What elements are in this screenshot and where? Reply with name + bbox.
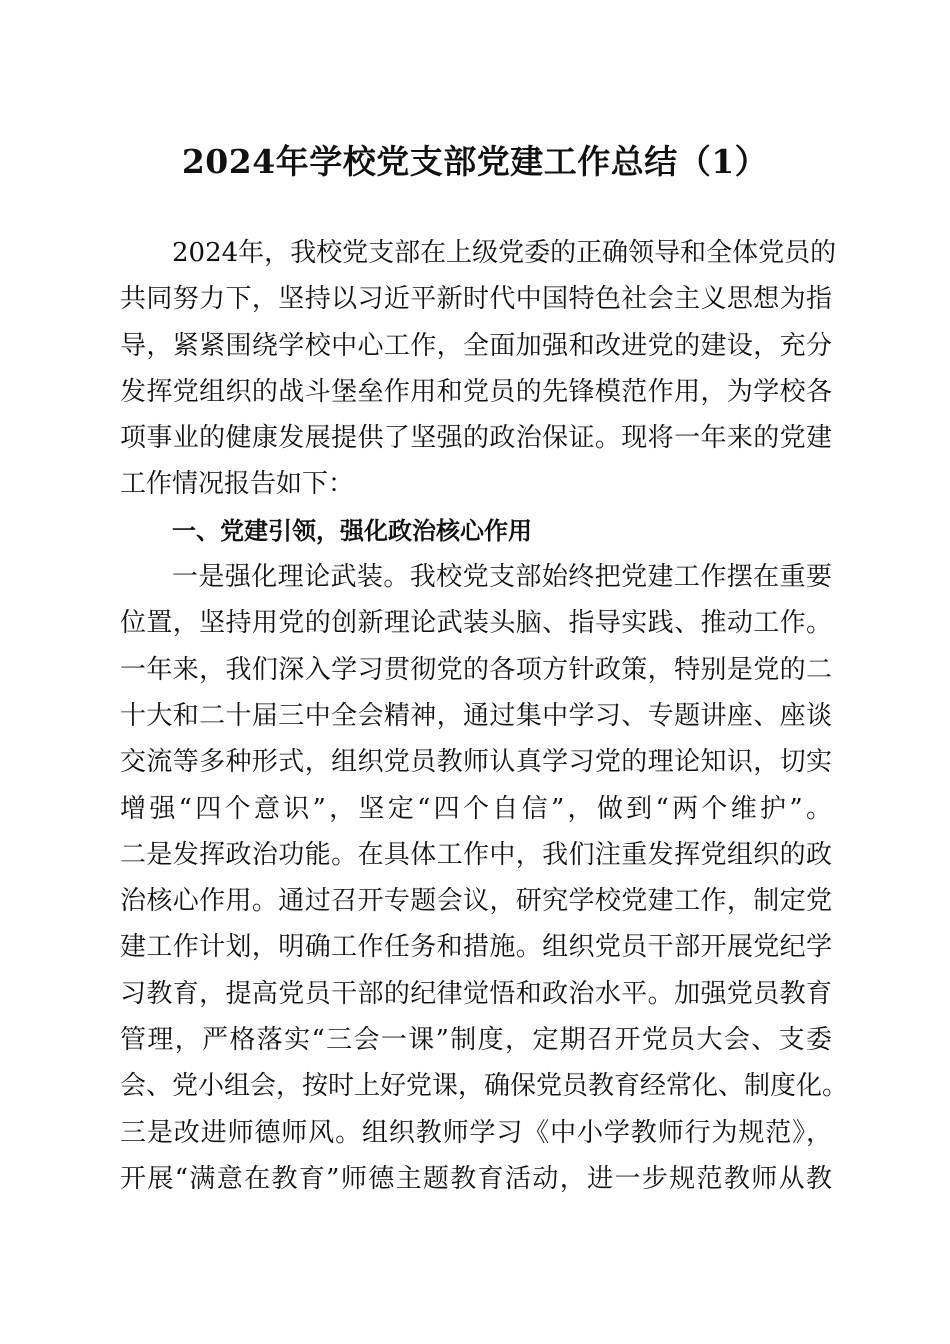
paragraph-line: 管理，严格落实“三会一课”制度，定期召开党员大会、支委 bbox=[120, 1025, 832, 1056]
section-heading: 一、党建引领，强化政治核心作用 bbox=[172, 516, 532, 545]
paragraph-line: 十大和二十届三中全会精神，通过集中学习、专题讲座、座谈 bbox=[120, 700, 832, 731]
document-body bbox=[120, 230, 849, 1202]
paragraph-line: 项事业的健康发展提供了坚强的政治保证。现将一年来的党建 bbox=[120, 423, 832, 454]
paragraph-line: 一年来，我们深入学习贯彻党的各项方针政策，特别是党的二 bbox=[120, 654, 832, 685]
paragraph-line: 位置，坚持用党的创新理论武装头脑、指导实践、推动工作。 bbox=[120, 608, 832, 639]
paragraph-line: 2024年，我校党支部在上级党委的正确领导和全体党员的 bbox=[172, 238, 837, 268]
paragraph-line: 导，紧紧围绕学校中心工作，全面加强和改进党的建设，充分 bbox=[120, 330, 832, 361]
paragraph-line: 习教育，提高党员干部的纪律觉悟和政治水平。加强党员教育 bbox=[120, 978, 832, 1009]
paragraph-line: 工作情况报告如下： bbox=[120, 469, 355, 500]
paragraph-line: 增强“四个意识”，坚定“四个自信”，做到“两个维护”。 bbox=[120, 793, 832, 824]
paragraph-line: 一是强化理论武装。我校党支部始终把党建工作摆在重要 bbox=[172, 562, 832, 593]
paragraph-line: 治核心作用。通过召开专题会议，研究学校党建工作，制定党 bbox=[120, 886, 832, 917]
document-title: 2024年学校党支部党建工作总结（1） bbox=[181, 142, 769, 181]
paragraph-line: 二是发挥政治功能。在具体工作中，我们注重发挥党组织的政 bbox=[120, 839, 832, 870]
paragraph-line: 三是改进师德师风。组织教师学习《中小学教师行为规范》， bbox=[120, 1117, 832, 1148]
paragraph-line: 会、党小组会，按时上好党课，确保党员教育经常化、制度化。 bbox=[120, 1071, 849, 1102]
paragraph-line: 发挥党组织的战斗堡垒作用和党员的先锋模范作用，为学校各 bbox=[120, 376, 832, 407]
paragraph-line: 共同努力下，坚持以习近平新时代中国特色社会主义思想为指 bbox=[120, 284, 832, 315]
paragraph-line: 交流等多种形式，组织党员教师认真学习党的理论知识，切实 bbox=[120, 747, 832, 778]
paragraph-line: 建工作计划，明确工作任务和措施。组织党员干部开展党纪学 bbox=[120, 932, 832, 963]
paragraph-line: 开展“满意在教育”师德主题教育活动，进一步规范教师从教 bbox=[120, 1163, 832, 1194]
